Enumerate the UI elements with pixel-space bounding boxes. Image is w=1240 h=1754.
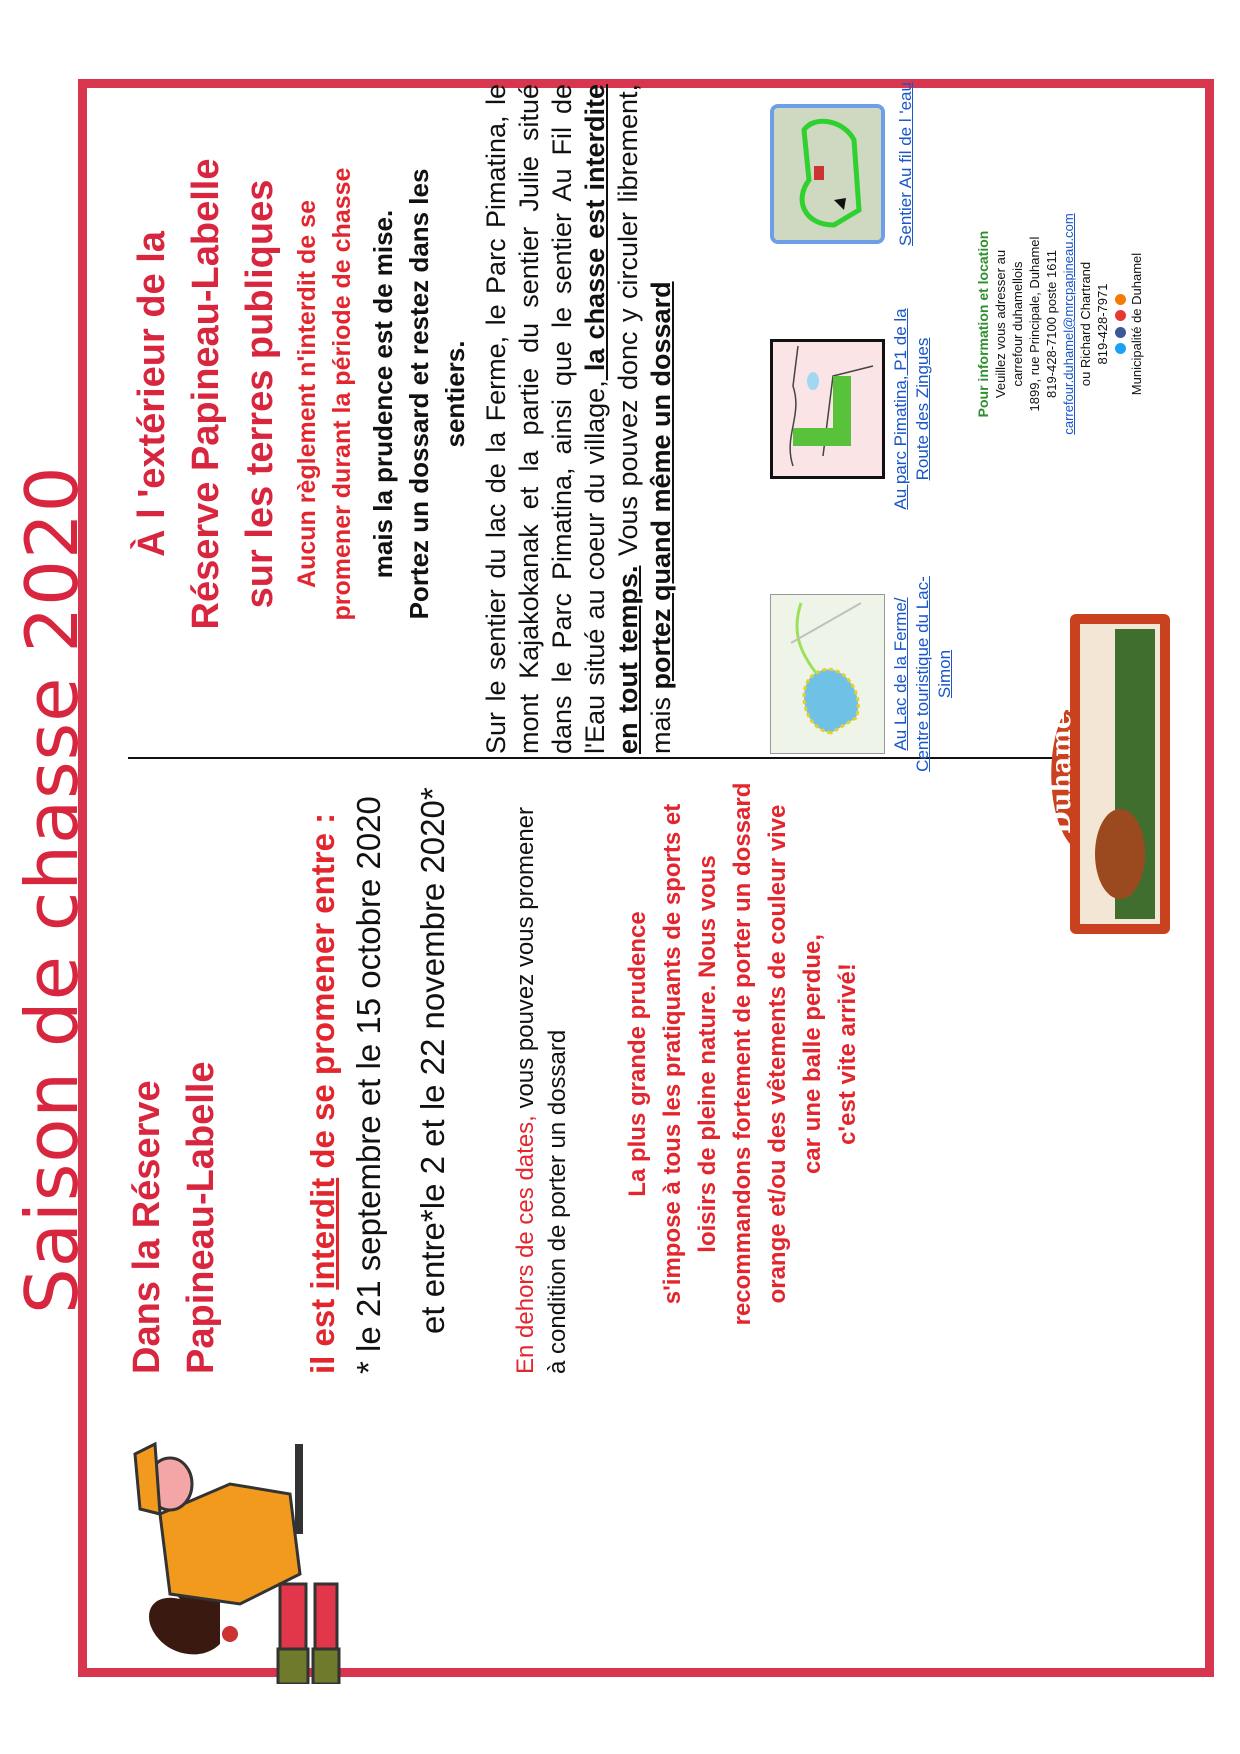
- prudence-line: c'est vite arrivé!: [834, 963, 861, 1145]
- date-line-1: * le 21 septembre et le 15 octobre 2020: [350, 796, 387, 1374]
- right-heading-line: Réserve Papineau-Labelle: [185, 158, 227, 630]
- para-text: Sur le sentier du lac de la Ferme, le Parc Pimatina, le mont Kajakokanak et la partie du sentier Julie situé dans le Parc Pimatina, ainsi que le sentier Au Fil de l'Eau situé au coeur du village,: [481, 84, 610, 754]
- right-heading-line: À l 'extérieur de la: [131, 231, 173, 557]
- contact-line: carrefour duhamellois: [1010, 261, 1025, 387]
- outside-line-1: [510, 754, 542, 1374]
- map-caption-2[interactable]: Au parc Pimatina, P1 de la Route des Zingues: [891, 308, 932, 510]
- right-red-block: [290, 74, 360, 714]
- outside-red: En dehors de ces dates,: [512, 1115, 539, 1374]
- contact-line: 819-428-7100 poste 1611: [1044, 250, 1059, 398]
- map-au-fil-de-leau[interactable]: [770, 104, 885, 244]
- forbidden-prefix: il est: [304, 1289, 341, 1374]
- right-black-block: [365, 74, 473, 714]
- forbidden-line: [300, 774, 346, 1374]
- right-heading-line: sur les terres publiques: [239, 179, 281, 609]
- duhamel-logo: [1045, 604, 1185, 944]
- social-icons: [1111, 174, 1128, 474]
- prudence-line: car une balle perdue,: [799, 933, 826, 1175]
- youtube-icon[interactable]: [1115, 310, 1126, 321]
- right-black-line: Portez un dossard et restez dans les: [404, 168, 434, 620]
- forbidden-block: [300, 774, 456, 1374]
- contact-email[interactable]: carrefour.duhamel@mrcpapineau.com: [1061, 213, 1076, 435]
- outside-line-2: à condition de porter un dossard: [544, 1029, 571, 1374]
- left-heading: [120, 1061, 228, 1374]
- forbidden-suffix: de se promener entre :: [304, 812, 341, 1178]
- rss-icon[interactable]: [1115, 294, 1126, 305]
- outside-rest: vous pouvez vous promener: [512, 806, 539, 1116]
- twitter-icon[interactable]: [1115, 343, 1126, 354]
- para-bold-1: la chasse est interdite en tout temps.: [580, 84, 643, 754]
- right-black-line: mais la prudence est de mise.: [368, 209, 398, 579]
- forbidden-word: interdit: [304, 1177, 341, 1290]
- right-red-line: promener durant la période de chasse: [328, 167, 356, 621]
- map-lac-de-la-ferme[interactable]: [770, 594, 885, 754]
- prudence-line: loisirs de pleine nature. Nous vous: [694, 855, 721, 1253]
- contact-line: 819-428-7971: [1095, 283, 1110, 365]
- logo-text: Duhamel: [1047, 702, 1077, 834]
- hunter-illustration: [80, 1424, 360, 1684]
- prudence-line: orange et/ou des vêtements de couleur vive: [764, 804, 791, 1304]
- contact-line: ou Richard Chartrand: [1078, 261, 1093, 387]
- para-text-2: Vous pouvez donc y circuler librement, mais: [613, 84, 676, 754]
- prudence-line: s'impose à tous les pratiquants de sports et: [659, 803, 686, 1305]
- contact-line: 1899, rue Principale, Duhamel: [1027, 236, 1042, 412]
- right-red-line: Aucun règlement n'interdit de se: [293, 200, 321, 588]
- date-line-2: et entre*le 2 et le 22 novembre 2020*: [414, 787, 451, 1334]
- contact-heading: Pour information et location: [975, 230, 991, 418]
- left-heading-line2: Papineau-Labelle: [180, 1061, 222, 1374]
- para-bold-2: portez quand même un dossard: [646, 281, 676, 690]
- page-title: Saison de chasse 2020: [10, 465, 94, 1314]
- contact-footer: Municipalité de Duhamel: [1129, 252, 1144, 396]
- outside-dates-block: [510, 754, 574, 1374]
- contact-block: [975, 174, 1145, 474]
- map-caption-3[interactable]: Sentier Au fil de l 'eau: [896, 82, 915, 246]
- prudence-line: recommandons fortement de porter un dossard: [729, 782, 756, 1326]
- prudence-line: La plus grande prudence: [624, 911, 651, 1197]
- facebook-icon[interactable]: [1115, 327, 1126, 338]
- right-black-line: sentiers.: [440, 340, 470, 448]
- right-paragraph: [480, 84, 678, 754]
- right-heading: [125, 74, 287, 714]
- contact-line: Veuillez vous adresser au: [993, 249, 1008, 399]
- left-heading-line1: Dans la Réserve: [126, 1080, 168, 1374]
- prudence-block: [620, 744, 865, 1364]
- map-parc-pimatina[interactable]: [770, 339, 885, 479]
- map-caption-1[interactable]: Au Lac de la Ferme/ Centre touristique du Lac-Simon: [891, 576, 954, 772]
